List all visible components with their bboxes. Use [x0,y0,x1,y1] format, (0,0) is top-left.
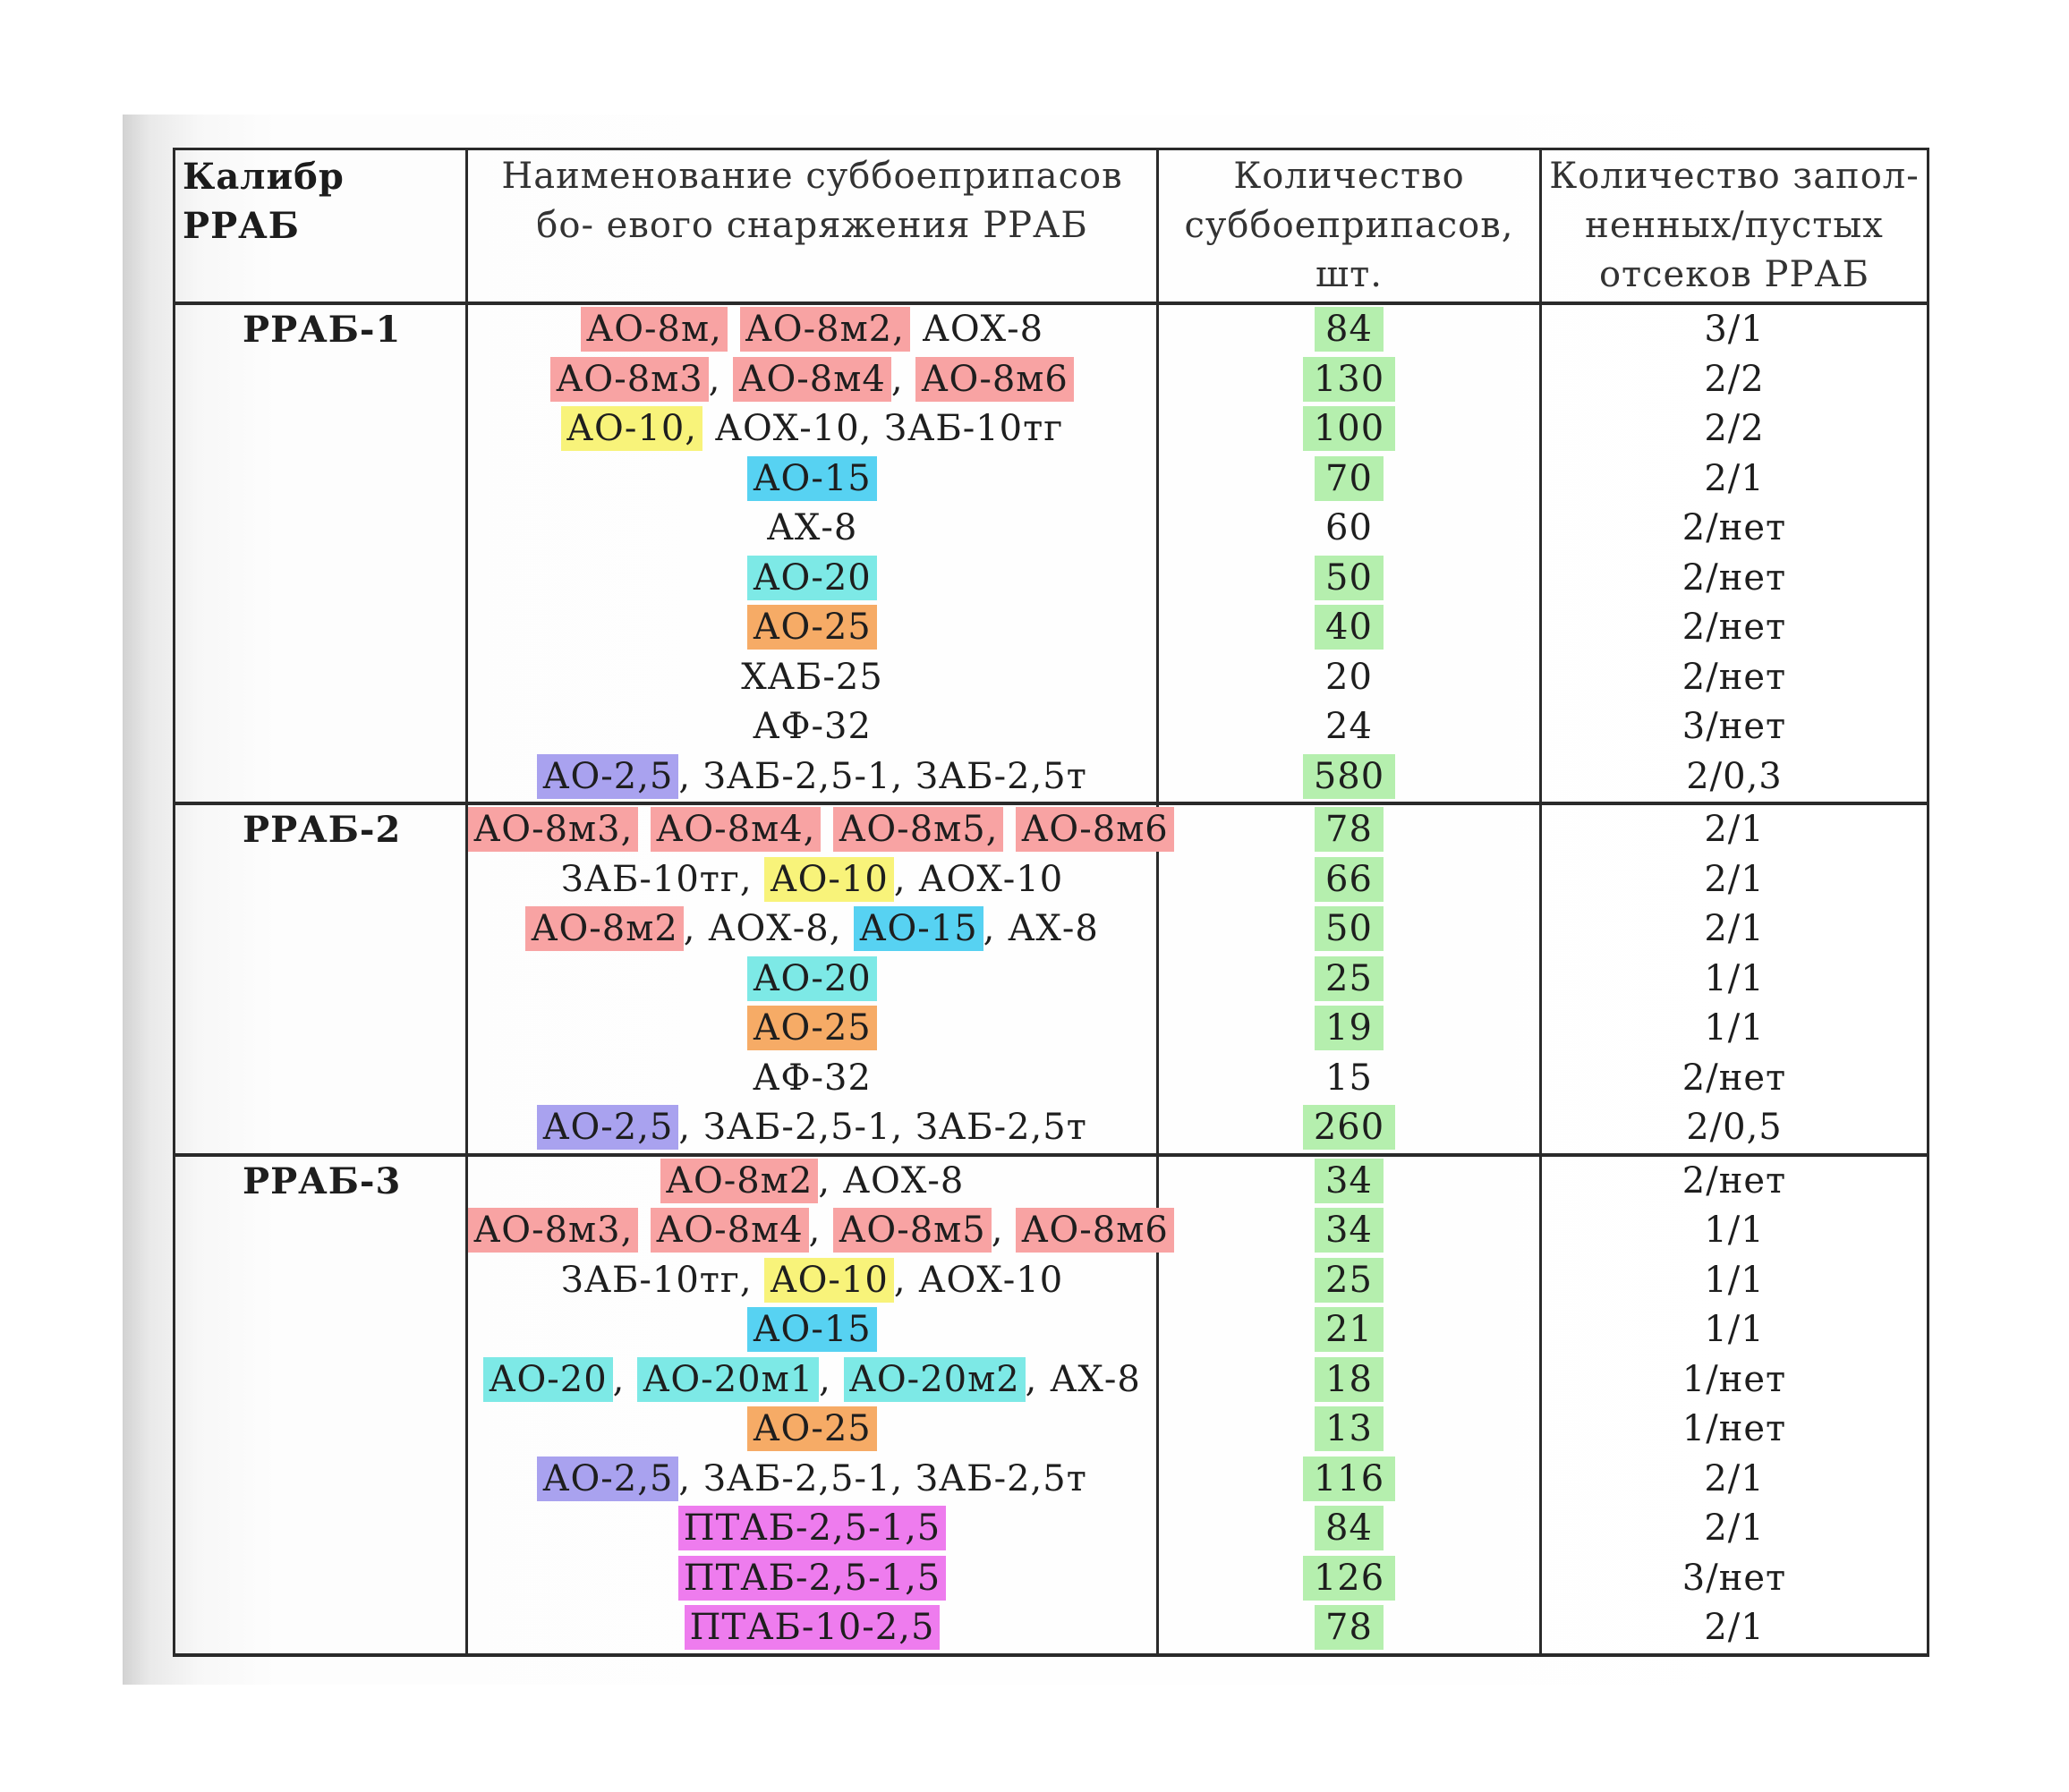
submunition-separator: , [612,1358,638,1400]
submunition-name: АО-20м1 [637,1357,819,1402]
count-line [1159,1004,1539,1054]
submunition-name: АО-8м2 [525,906,684,951]
header-compartments: Количество запол- ненных/пустых отсеков РРАБ [1541,149,1929,304]
submunition-separator [638,1210,651,1251]
caliber-group [175,1155,1929,1655]
submunition-separator: АФ-32 [753,1057,872,1099]
submunition-line [468,955,1156,1005]
submunition-names-cell [467,803,1169,1155]
submunition-line [468,1355,1156,1406]
submunition-name: АО-8м6 [1016,807,1174,852]
count-line [1159,1603,1539,1653]
compartments-value: 2/0,5 [1686,1107,1783,1148]
submunition-line [468,904,1156,955]
submunition-line [468,1504,1156,1554]
count-line [1159,355,1539,405]
count-line [1159,702,1539,752]
submunition-line [468,1305,1156,1355]
submunition-count-value: 260 [1303,1105,1395,1150]
submunition-separator: , АХ-8 [1025,1358,1141,1400]
submunition-separator: , АХ-8 [983,908,1099,949]
submunition-name: АО-20 [483,1357,613,1402]
submunition-count-value: 13 [1315,1406,1384,1451]
compartments-value: 2/нет [1682,507,1787,548]
submunition-name: АО-2,5 [537,1457,678,1501]
submunition-count-value: 25 [1315,956,1384,1001]
submunition-count-value: 34 [1315,1159,1384,1203]
caliber-label: РРАБ-3 [243,1159,402,1202]
count-line [1159,955,1539,1005]
submunition-separator: , АОХ-8, [683,908,855,949]
submunition-count-value: 24 [1325,706,1373,747]
submunition-name: АО-10 [764,1258,894,1303]
submunition-separator: , [991,1210,1017,1251]
submunition-name: АО-8м5, [833,807,1003,852]
submunition-count-value: 126 [1303,1556,1395,1601]
count-line [1159,1554,1539,1604]
submunition-line [468,702,1156,752]
count-line [1159,603,1539,653]
submunition-separator: ХАБ-25 [741,656,883,698]
submunition-count-value: 15 [1325,1057,1373,1099]
compartments-value: 1/1 [1704,1007,1765,1049]
submunition-line [468,1103,1156,1153]
count-line [1159,805,1539,855]
submunition-count-value: 580 [1303,754,1395,799]
compartments-value: 2/1 [1704,1507,1765,1549]
header-row [175,149,1929,304]
rrab-table [173,148,1929,1657]
submunition-name: ПТАБ-10-2,5 [685,1605,941,1650]
submunition-name: АО-15 [854,906,983,951]
submunition-names-cell [467,303,1158,803]
count-line [1159,1455,1539,1505]
submunition-count-value: 25 [1315,1258,1384,1303]
compartments-value: 2/0,3 [1686,755,1783,797]
submunition-name: АО-8м6 [915,357,1074,402]
caliber-cell [175,303,467,803]
submunition-separator [728,309,740,350]
submunition-separator: АОХ-8 [909,309,1044,350]
submunition-count-value: 130 [1303,357,1395,402]
submunition-count-value: 78 [1315,1605,1384,1650]
submunition-separator: , АОХ-8 [818,1159,965,1202]
compartments-value: 2/нет [1682,607,1787,648]
submunition-name: АО-8м5 [833,1208,992,1253]
submunition-separator: АХ-8 [766,507,858,548]
submunition-name: АО-10, [561,406,702,451]
header-submunition-count: Количество суббоеприпасов, шт. [1158,149,1541,304]
submunition-line [468,1405,1156,1455]
submunition-count-value: 78 [1315,807,1384,852]
submunition-name: АО-8м4 [651,1208,809,1253]
submunition-line [468,305,1156,355]
submunition-count-value: 70 [1315,456,1384,501]
submunition-name: АО-8м, [581,307,728,352]
submunition-line [468,1256,1156,1306]
compartments-value: 1/нет [1682,1358,1787,1400]
submunition-count-value: 21 [1315,1307,1384,1352]
count-line [1159,1504,1539,1554]
count-line [1159,1256,1539,1306]
count-line [1159,1355,1539,1406]
submunition-line [468,1206,1169,1256]
compartments-value: 1/1 [1704,1309,1765,1350]
submunition-name: АО-8м3, [468,1208,638,1253]
submunition-line [468,1554,1156,1604]
submunition-name: ПТАБ-2,5-1,5 [678,1506,947,1550]
submunition-separator: , АОХ-10 [893,1259,1064,1301]
submunition-line [468,404,1156,454]
submunition-separator: , [708,358,734,400]
compartments-cell [1541,1155,1929,1655]
table-row [175,303,1929,803]
submunition-count-value: 18 [1315,1357,1384,1402]
submunition-name: АО-10 [764,857,894,902]
count-line [1159,653,1539,703]
compartments-value: 3/нет [1682,1557,1787,1599]
submunition-line [468,855,1156,905]
submunition-name: АО-20м2 [844,1357,1026,1402]
submunition-count-value: 34 [1315,1208,1384,1253]
count-line [1159,1206,1539,1256]
submunition-count-value: 20 [1325,656,1373,698]
caliber-label: РРАБ-1 [243,309,402,351]
submunition-name: АО-25 [747,1406,877,1451]
compartments-value: 2/нет [1682,1057,1787,1099]
caliber-group [175,803,1929,1155]
submunition-names-cell [467,1155,1169,1655]
count-line [1159,404,1539,454]
header-submunition-names: Наименование суббоеприпасов бо- евого снаряжения РРАБ [467,149,1158,304]
compartments-value: 2/1 [1704,809,1765,850]
submunition-line [468,504,1156,554]
compartments-value: 3/1 [1704,309,1765,350]
count-line [1159,305,1539,355]
submunition-separator: , ЗАБ-2,5-1, ЗАБ-2,5т [678,1107,1087,1148]
submunition-line [468,554,1156,604]
compartments-value: 2/1 [1704,457,1765,499]
count-line [1159,1305,1539,1355]
count-line [1159,1405,1539,1455]
submunition-name: АО-15 [747,1307,877,1352]
submunition-name: АО-8м2 [660,1159,819,1203]
submunition-name: АО-8м3, [468,807,638,852]
submunition-separator: , АОХ-10 [893,858,1064,900]
submunition-line [468,805,1169,855]
compartments-cell [1541,303,1929,803]
submunition-count-value: 66 [1315,857,1384,902]
submunition-separator: , ЗАБ-2,5-1, ЗАБ-2,5т [678,1457,1087,1499]
submunition-count-cell [1158,303,1541,803]
submunition-line [468,355,1156,405]
submunition-separator: АФ-32 [753,706,872,747]
caliber-cell [175,1155,467,1655]
submunition-name: АО-25 [747,1006,877,1050]
caliber-label: РРАБ-2 [243,809,402,851]
submunition-line [468,1054,1156,1104]
header-caliber: Калибр РРАБ [175,149,467,304]
submunition-count-cell [1158,803,1541,1155]
submunition-separator: ЗАБ-10тг, [560,858,765,900]
submunition-separator: , [819,1358,844,1400]
submunition-separator [638,809,651,850]
compartments-value: 1/1 [1704,1259,1765,1301]
compartments-value: 2/1 [1704,1457,1765,1499]
submunition-separator [821,809,833,850]
count-line [1159,855,1539,905]
submunition-line [468,1455,1156,1505]
submunition-count-value: 84 [1315,307,1384,352]
submunition-name: АО-2,5 [537,1105,678,1150]
caliber-cell [175,803,467,1155]
submunition-name: АО-8м4 [733,357,891,402]
compartments-value: 1/1 [1704,957,1765,999]
compartments-value: 3/нет [1682,706,1787,747]
count-line [1159,904,1539,955]
submunition-separator: АОХ-10, ЗАБ-10тг [702,408,1064,449]
compartments-value: 2/1 [1704,858,1765,900]
compartments-value: 1/нет [1682,1408,1787,1449]
submunition-name: АО-8м4, [651,807,821,852]
submunition-separator: ЗАБ-10тг, [560,1259,765,1301]
compartments-value: 2/2 [1704,408,1765,449]
compartments-value: 2/нет [1682,656,1787,698]
submunition-name: АО-25 [747,605,877,650]
count-line [1159,1103,1539,1153]
compartments-cell [1541,803,1929,1155]
compartments-value: 2/2 [1704,358,1765,400]
submunition-line [468,603,1156,653]
submunition-count-value: 100 [1303,406,1395,451]
submunition-count-value: 50 [1315,906,1384,951]
submunition-separator: , ЗАБ-2,5-1, ЗАБ-2,5т [678,755,1087,797]
submunition-line [468,1004,1156,1054]
submunition-count-value: 40 [1315,605,1384,650]
submunition-count-value: 116 [1303,1457,1395,1501]
submunition-line [468,454,1156,505]
count-line [1159,554,1539,604]
compartments-value: 2/нет [1682,1159,1787,1202]
submunition-count-value: 60 [1325,507,1373,548]
count-line [1159,1054,1539,1104]
submunition-separator [1003,809,1016,850]
submunition-separator: , [890,358,916,400]
count-line [1159,752,1539,803]
submunition-name: АО-8м6 [1016,1208,1174,1253]
table-row [175,1155,1929,1655]
count-line [1159,1157,1539,1207]
submunition-name: АО-20 [747,556,877,600]
submunition-name: АО-8м2, [740,307,910,352]
submunition-name: АО-8м3 [550,357,709,402]
compartments-value: 2/1 [1704,908,1765,949]
compartments-value: 2/1 [1704,1607,1765,1648]
submunition-name: АО-2,5 [537,754,678,799]
submunition-line [468,1157,1156,1207]
caliber-group [175,303,1929,803]
count-line [1159,454,1539,505]
submunition-line [468,653,1156,703]
submunition-count-cell [1158,1155,1541,1655]
submunition-name: ПТАБ-2,5-1,5 [678,1556,947,1601]
submunition-count-value: 84 [1315,1506,1384,1550]
submunition-separator: , [808,1210,834,1251]
table-row [175,803,1929,1155]
submunition-name: АО-20 [747,956,877,1001]
submunition-count-value: 50 [1315,556,1384,600]
compartments-value: 1/1 [1704,1210,1765,1251]
submunition-name: АО-15 [747,456,877,501]
count-line [1159,504,1539,554]
submunition-count-value: 19 [1315,1006,1384,1050]
submunition-line [468,1603,1156,1653]
compartments-value: 2/нет [1682,556,1787,599]
submunition-line [468,752,1156,803]
